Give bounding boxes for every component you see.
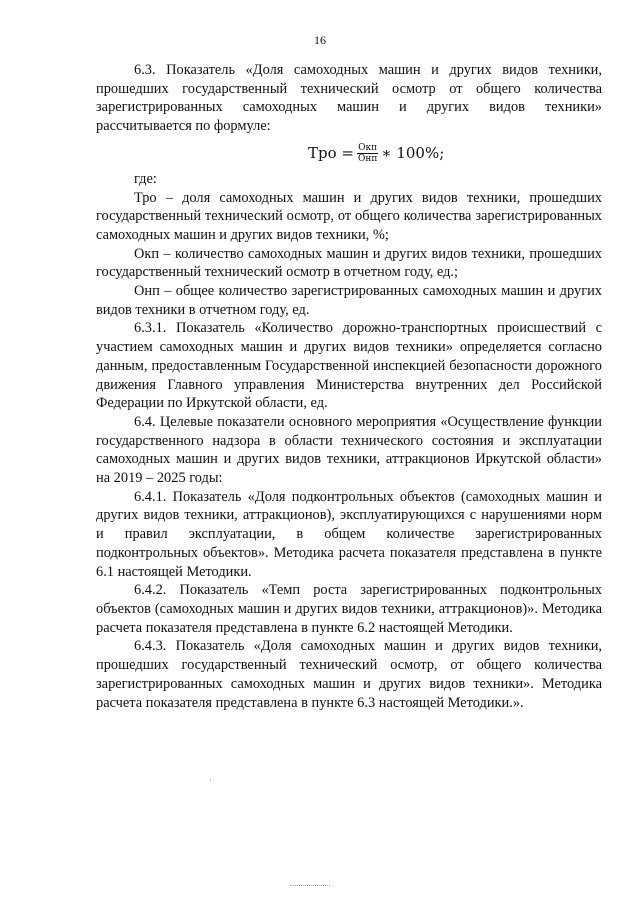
paragraph-6-4-3: 6.4.3. Показатель «Доля самоходных машин и других видов техники, прошедших государственный технический осмотр, от общего количества зарегистрированных самоходных машин и других видов техники». Методика расчета показателя представлена в пункте 6.3 настоящей Методики.». [96,638,602,711]
paragraph-6-3-1: 6.3.1. Показатель «Количество дорожно-транспортных происшествий с участием самоходных машин и других видов техники» определяется согласно данным, предоставленным Государственной инспекцией безопасности дорожного движения Главного управления Министерства внутренних дел Российской Федерации по Иркутской области, ед. [96,320,602,412]
definition-okp: Окп – количество самоходных машин и других видов техники, прошедших государственный технический осмотр в отчетном году, ед.; [96,245,602,281]
scan-speck [210,778,211,781]
formula-fraction [357,143,378,164]
definition-onp: Онп – общее количество зарегистрированных самоходных машин и других видов техники в отчетном году, ед. [96,283,602,318]
formula [96,138,602,170]
formula-lhs: Тро = [308,144,354,163]
scan-footer-mark [290,885,330,888]
document-body [96,61,602,712]
formula-numerator: Окп [358,143,378,154]
paragraph-6-4: 6.4. Целевые показатели основного мероприятия «Осуществление функции государственного надзора в области технического состояния и эксплуатации самоходных машин и других видов техники, аттракционов Иркутской области» на 2019 – 2025 годы: [96,413,602,487]
definition-tro: Тро – доля самоходных машин и других видов техники, прошедших государственный технический осмотр, от общего количества зарегистрированных самоходных машин и других видов техники, %; [96,189,602,243]
paragraph-6-4-1: 6.4.1. Показатель «Доля подконтрольных объектов (самоходных машин и других видов техники, аттракционов), эксплуатирующихся с нарушениями норм и правил эксплуатации, в общем количестве зарегистрированных подконтрольных объектов». Методика расчета показателя представлена в пункте 6.1 настоящей Методики. [96,488,602,580]
paragraph-6-3-intro: 6.3. Показатель «Доля самоходных машин и других видов техники, прошедших государственный технический осмотр от общего количества зарегистрированных самоходных машин и других видов техники» рассчитывается по формуле: [96,62,602,135]
formula-rhs: ∗ 100%; [381,144,445,163]
where-label: где: [134,170,157,187]
formula-denominator: Онп [357,154,378,165]
page-number: 16 [314,33,326,47]
paragraph-6-4-2: 6.4.2. Показатель «Темп роста зарегистрированных подконтрольных объектов (самоходных машин и других видов техники, аттракционов)». Методика расчета показателя представлена в пункте 6.2 настоящей Методики. [96,582,602,636]
